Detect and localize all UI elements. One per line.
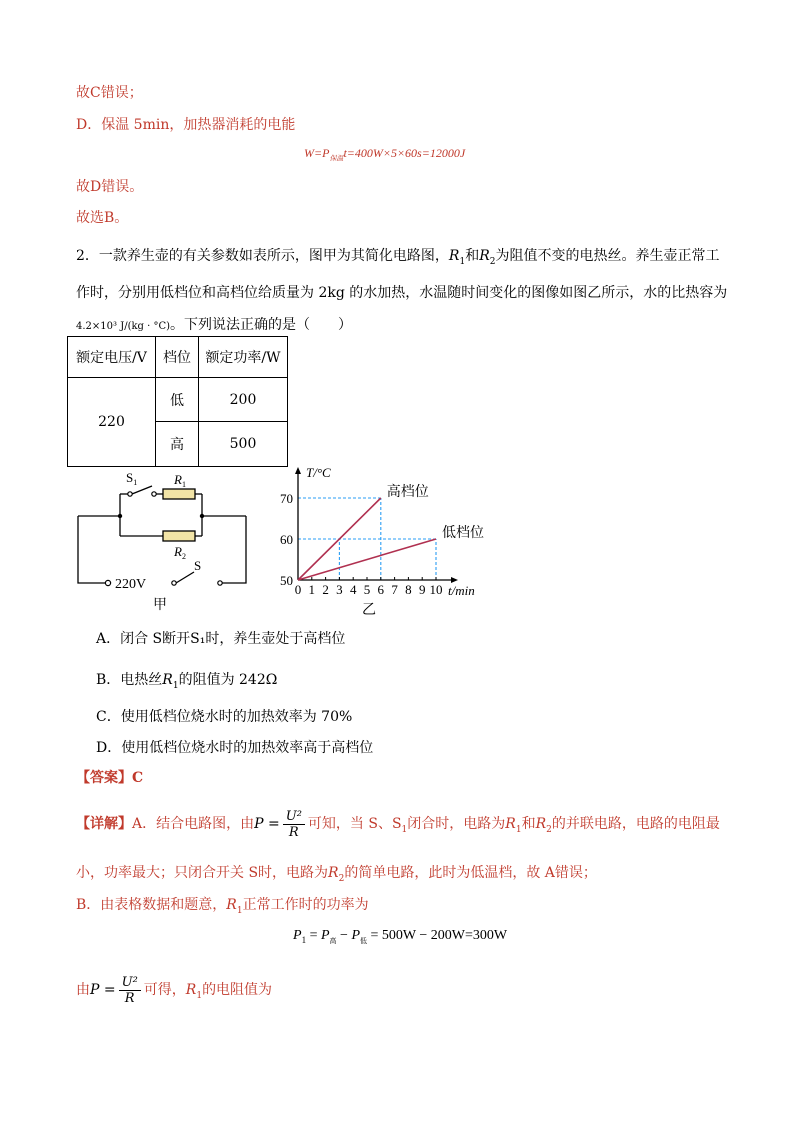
circuit-diagram: [60, 466, 270, 618]
x-tick-label: 3: [336, 582, 343, 597]
question-line-1: 2．一款养生壶的有关参数如表所示，图甲为其简化电路图，$R_1$和$R_2$为阻值不变的电热丝。养生壶正常工: [76, 248, 720, 267]
parameter-table: [67, 336, 288, 467]
s1-label: $S_1$: [126, 470, 138, 487]
gear-cell: 高: [156, 422, 199, 467]
series-label: 低档位: [442, 526, 484, 541]
voltage-cell: 220: [68, 378, 156, 467]
x-axis-label: t/min: [448, 583, 475, 598]
option-a: A．闭合 S断开S₁时，养生壶处于高档位: [96, 631, 346, 647]
x-tick-label: 9: [418, 582, 426, 597]
option-c: C．使用低档位烧水时的加热效率为 70%: [96, 709, 353, 725]
chart-caption: 乙: [362, 603, 376, 618]
gear-cell: 低: [156, 378, 199, 422]
switch-s[interactable]: [176, 572, 194, 583]
circuit-caption: 甲: [153, 598, 167, 613]
eq-sub: 保温: [329, 154, 344, 163]
option-d-conclusion: 故D错误。: [76, 179, 144, 195]
temperature-chart: [270, 463, 490, 618]
s-terminal-left: [172, 581, 176, 585]
s1-terminal-left: [128, 492, 132, 496]
x-tick-label: 7: [391, 582, 398, 597]
answer-label: 【答案】C: [76, 770, 144, 786]
option-c-conclusion: 故C错误；: [76, 85, 143, 101]
power-cell: 200: [199, 378, 288, 422]
s-label: S: [194, 558, 202, 573]
question-number: 2．: [76, 248, 99, 264]
x-tick-label: 2: [322, 582, 329, 597]
heat-capacity: 4.2×10³ J/(kg · °C): [76, 321, 171, 332]
eq-rhs: t=400W×5×60s=12000J: [343, 146, 466, 160]
choose-b: 故选B。: [76, 210, 129, 226]
x-tick-label: 0: [294, 582, 302, 597]
right-wire: [220, 516, 246, 583]
detail-line-3: B．由表格数据和题意，$R_1$正常工作时的功率为: [76, 897, 369, 916]
s1-terminal-right: [152, 492, 156, 496]
x-tick-label: 1: [308, 582, 316, 597]
r1-label: $R_1$: [174, 472, 186, 489]
x-tick-label: 5: [363, 582, 371, 597]
option-d-heading: D．保温 5min，加热器消耗的电能: [76, 117, 296, 133]
table-row: [68, 378, 288, 422]
header-gear: 档位: [156, 337, 199, 378]
question-line-2: 作时，分别用低档位和高档位给质量为 2kg 的水加热，水温随时间变化的图像如图乙所示，水的比热容为: [76, 285, 728, 301]
junction-left: [118, 514, 122, 518]
detail-line-1: 【详解】A．结合电路图，由P = $\frac{\text{U²}}{R}$ 可知，当 S、$S_1$闭合时，电路为$R_1$和$R_2$的并联电路，电路的电阻最: [76, 808, 720, 840]
y-axis-arrow: [295, 467, 301, 474]
header-voltage: 额定电压/V: [68, 337, 156, 378]
detail-line-2: 小，功率最大；只闭合开关 S时，电路为$R_2$的简单电路，此时为低温档，故 A错误；: [76, 865, 597, 884]
option-d: D．使用低档位烧水时的加热效率高于高档位: [96, 740, 374, 756]
r2-label: $R_2$: [174, 544, 186, 561]
y-tick-label: 70: [280, 491, 293, 506]
resistor-r1: [163, 489, 195, 499]
junction-right: [200, 514, 204, 518]
x-tick-label: 4: [349, 582, 357, 597]
x-tick-label: 10: [429, 582, 443, 597]
energy-equation: [304, 146, 465, 163]
supply-terminal-left: [105, 580, 110, 585]
power-fraction-2: $\frac{\text{U²}}{R}$: [119, 975, 141, 1006]
y-tick-label: 50: [280, 573, 293, 588]
y-tick-label: 60: [280, 532, 293, 547]
y-axis-label: T/°C: [306, 465, 331, 480]
detail-line-4: 由P = $\frac{\text{U²}}{R}$ 可得，$R_1$的电阻值为: [76, 974, 273, 1006]
header-power: 额定功率/W: [199, 337, 288, 378]
table-header-row: [68, 337, 288, 378]
s-terminal-right: [218, 581, 222, 585]
power-cell: 500: [199, 422, 288, 467]
x-tick-label: 8: [405, 582, 412, 597]
detail-label: 【详解】: [76, 816, 132, 832]
switch-s1[interactable]: [132, 486, 152, 494]
question-line-3: 4.2×10³ J/(kg · °C)。下列说法正确的是（ ）: [76, 317, 353, 333]
power-difference-equation: $P_1 = P_高 - P_低 = 500W - 200W=300W$: [293, 928, 508, 945]
left-wire: [78, 516, 108, 583]
x-tick-label: 6: [377, 582, 385, 597]
power-fraction: $\frac{\text{U²}}{R}$: [283, 809, 305, 840]
resistor-r2: [163, 531, 195, 541]
series-label: 高档位: [386, 485, 429, 500]
option-b: B．电热丝$R_1$的阻值为 242Ω: [96, 672, 278, 691]
voltage-label: 220V: [115, 577, 147, 592]
eq-lhs: W=P: [304, 146, 330, 160]
